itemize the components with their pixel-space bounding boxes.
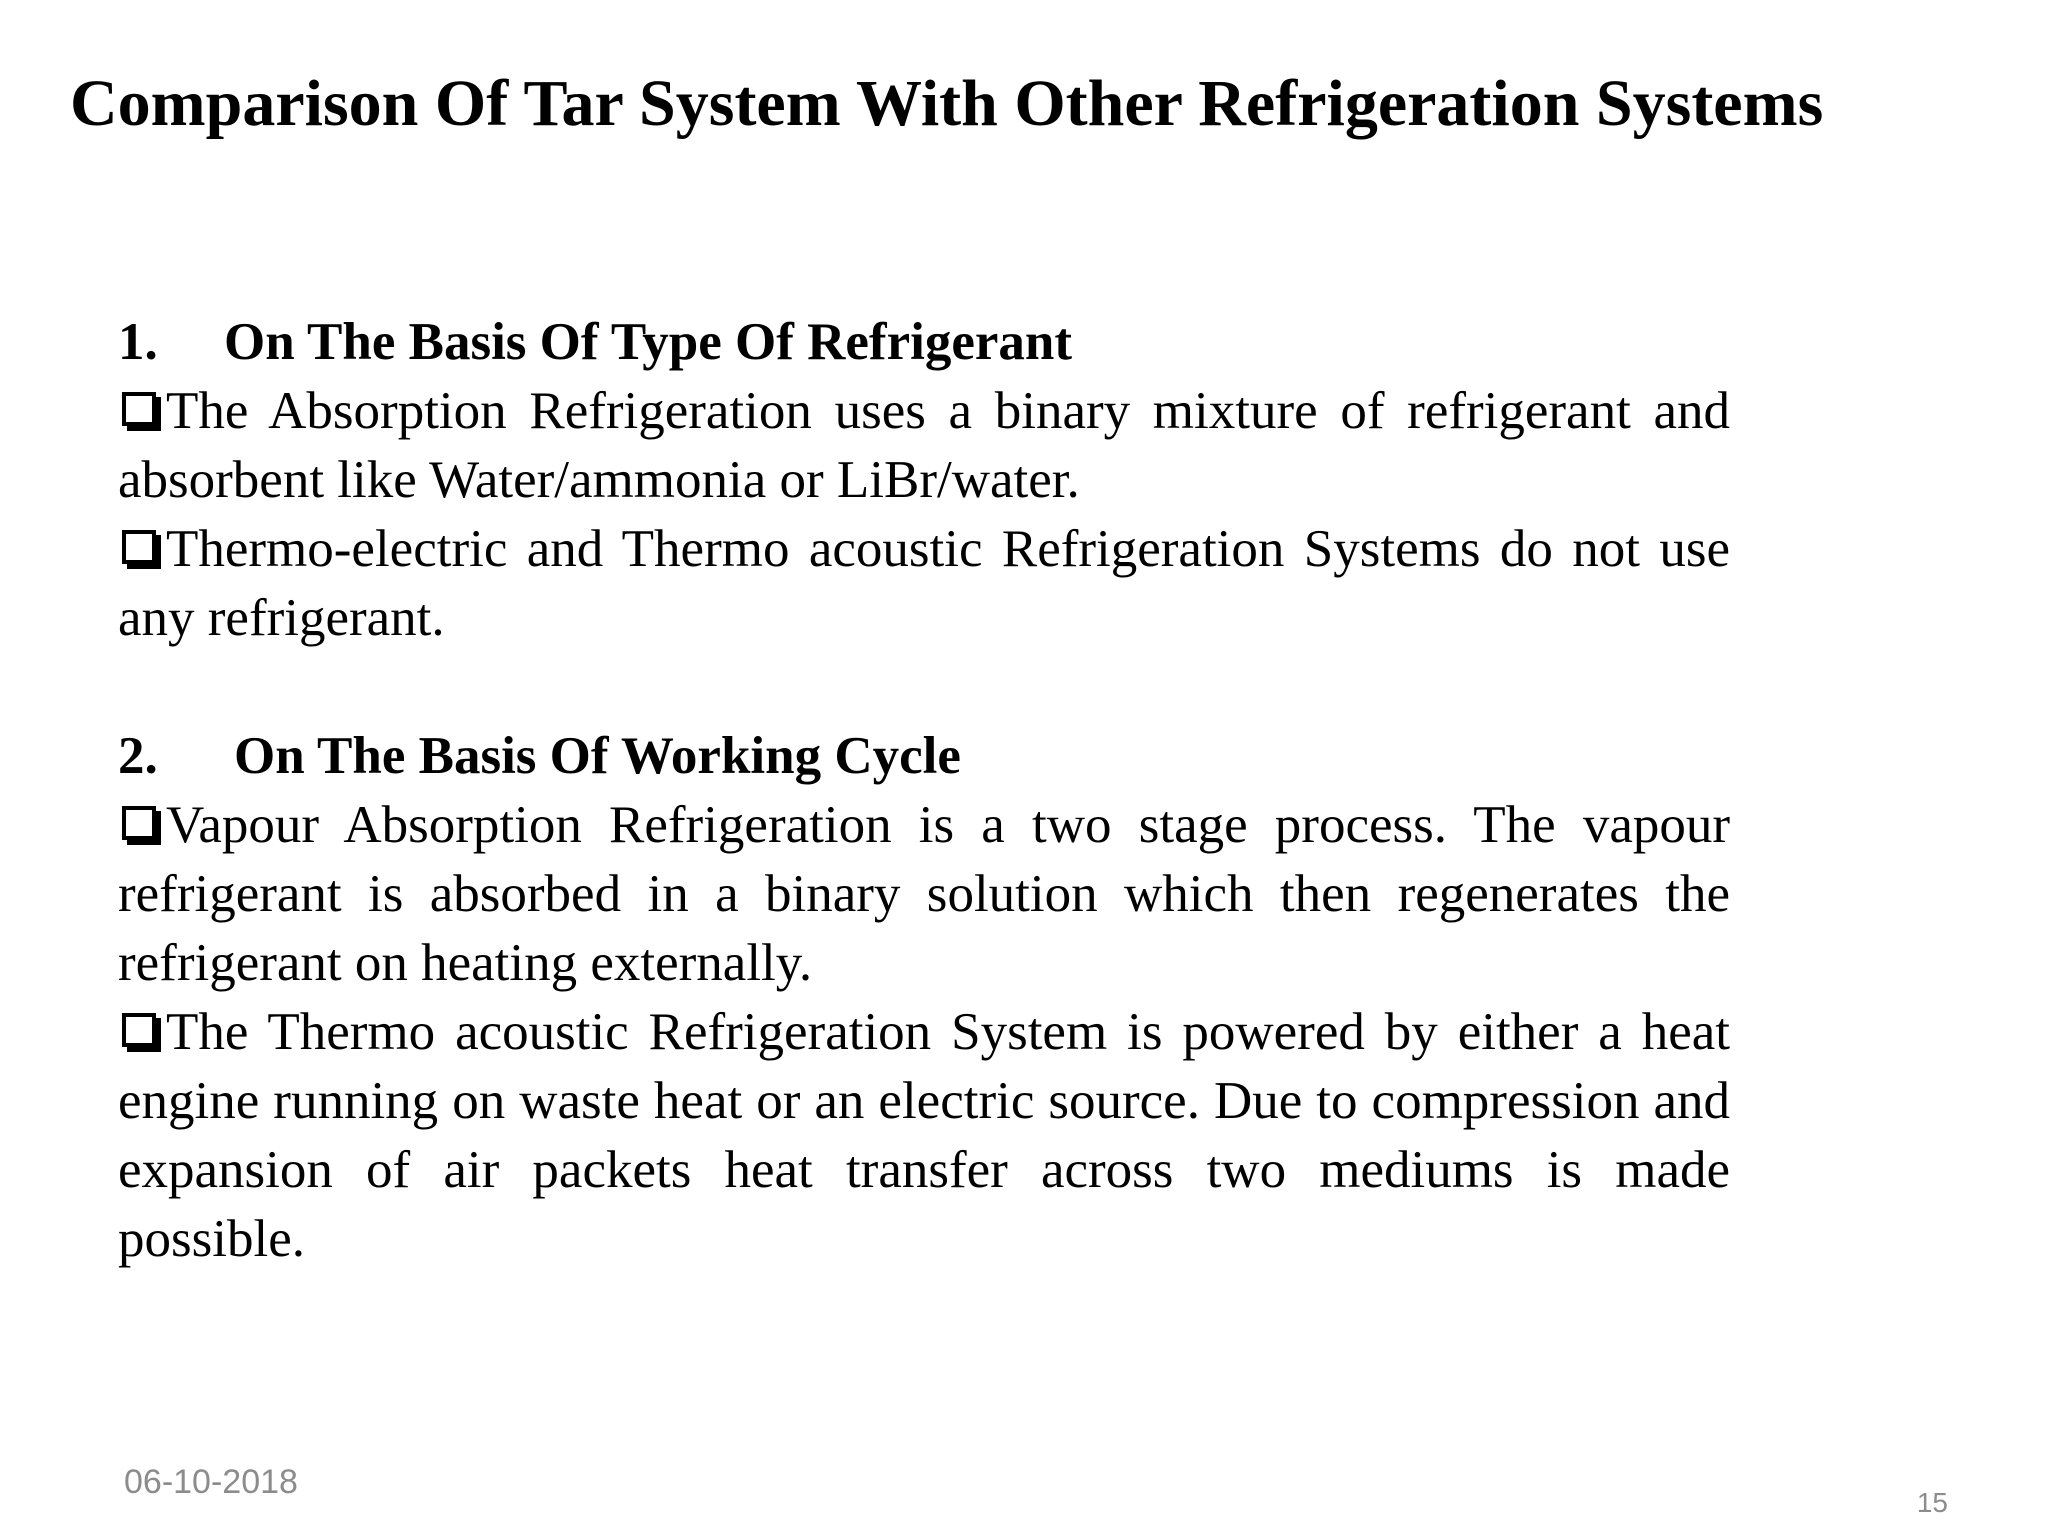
section-heading-text: On The Basis Of Working Cycle xyxy=(234,727,961,785)
bullet-item xyxy=(118,515,1730,653)
bullet-text: The Absorption Refrigeration uses a binary mixture of refrigerant and absorbent like Water/ammonia or LiBr/water. xyxy=(118,382,1730,509)
section-spacer xyxy=(118,653,1730,722)
hollow-square-bullet-icon xyxy=(122,806,156,840)
bullet-item xyxy=(118,377,1730,515)
hollow-square-bullet-icon xyxy=(122,1013,156,1047)
bullet-text: The Thermo acoustic Refrigeration System is powered by either a heat engine running on waste heat or an electric source. Due to compression and expansion of air packets heat transfer across two mediums is made possible. xyxy=(118,1003,1730,1268)
bullet-item xyxy=(118,998,1730,1274)
section-heading-refrigerant-type xyxy=(118,308,1730,377)
section-number: 1. xyxy=(118,313,158,371)
bullet-text: Vapour Absorption Refrigeration is a two stage process. The vapour refrigerant is absorbed in a binary solution which then regenerates the refrigerant on heating externally. xyxy=(118,796,1730,992)
slide-content xyxy=(118,308,1730,1274)
section-heading-working-cycle xyxy=(118,722,1730,791)
section-number: 2. xyxy=(118,727,158,785)
hollow-square-bullet-icon xyxy=(122,530,156,564)
section-heading-text: On The Basis Of Type Of Refrigerant xyxy=(224,313,1072,371)
bullet-item xyxy=(118,791,1730,998)
footer-date: 06-10-2018 xyxy=(124,1463,298,1501)
bullet-text: Thermo-electric and Thermo acoustic Refrigeration Systems do not use any refrigerant. xyxy=(118,520,1730,647)
slide-page-number: 15 xyxy=(1916,1487,1948,1518)
hollow-square-bullet-icon xyxy=(122,392,156,426)
slide-title: Comparison Of Tar System With Other Refrigeration Systems xyxy=(70,67,1824,140)
